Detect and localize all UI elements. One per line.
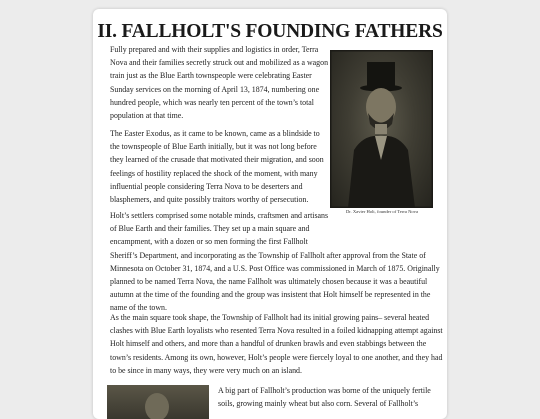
paragraph-line: clashes with Blue Earth loyalists who resented Terra Nova resulted in a foiled kidnapping attempt against [110, 326, 443, 336]
paragraph-line: town’s residents. Among its own, however, Holt’s people were fiercely loyal to one another, and they had [110, 352, 443, 362]
paragraph-line: of Blue Earth and their families. They set up a main square and [110, 224, 310, 234]
paragraph-line: A big part of Fallholt’s production was borne of the uniquely fertile [218, 386, 431, 395]
paragraph-line: influential people considering Terra Nova to be deserters and [110, 181, 303, 191]
article-title: II. FALLHOLT'S FOUNDING FATHERS [97, 21, 443, 42]
paragraph-line: autumn at the time of the founding and the group was insistent that Holt himself be represented in the [110, 290, 431, 300]
paragraph-line: Holt himself and others, and more than a handful of drunken brawls and even stabbings between the [110, 339, 427, 349]
second-photo [107, 385, 209, 419]
paragraph-line: encampment, with a dozen or so men forming the first Fallholt [110, 237, 308, 247]
paragraph-line: Sunday services on the morning of April 13, 1874, numbering one [110, 84, 320, 94]
paragraph-4 [110, 311, 443, 377]
paragraph-line: population at that time. [110, 111, 184, 121]
paragraph-line: Minnesota on October 31, 1874, and a U.S. Post Office was commissioned in March of 1875. Originally [110, 263, 440, 273]
paragraph-line: Sheriff’s Department, and incorporating as the Township of Fallholt after approval from the State of [110, 250, 426, 260]
paragraph-2 [110, 127, 324, 206]
paragraph-3 [110, 209, 440, 315]
holt-portrait-photo [330, 50, 433, 208]
paragraph-line: Nova and their families secretly struck out and mobilized as a wagon [110, 58, 329, 68]
portrait-figure [330, 50, 433, 208]
paragraph-5 [218, 384, 431, 410]
paragraph-line: feelings of hostility replaced the shock of the moment, with many [110, 168, 318, 178]
paragraph-line: Holt’s settlers comprised some notable minds, craftsmen and artisans [110, 211, 329, 220]
paragraph-line: blasphemers, and quite possibly traitors worthy of persecution. [110, 195, 309, 205]
paragraph-line: name of the town. [110, 303, 167, 313]
paragraph-line: the townspeople of Blue Earth initially, but it was not long before [110, 142, 317, 152]
paragraph-line: to be since in many ways, they were very much on an island. [110, 365, 302, 375]
article-card [93, 9, 447, 419]
paragraph-line: hundred people, which was nearly ten percent of the town’s total [110, 97, 314, 107]
paragraph-1 [110, 43, 328, 122]
paragraph-line: Fully prepared and with their supplies and logistics in order, Terra [110, 45, 319, 54]
portrait-caption: Dr. Xavier Holt, founder of Terra Nova [345, 209, 419, 214]
paragraph-line: train just as the Blue Earth townspeople were celebrating Easter [110, 71, 312, 81]
paragraph-line: As the main square took shape, the Township of Fallholt had its initial growing pains– several heated [110, 313, 430, 322]
paragraph-line: planned to be named Terra Nova, the name Fallholt was ultimately chosen because it was a beautiful [110, 277, 428, 287]
paragraph-line: The Easter Exodus, as it came to be known, came as a blindside to [110, 129, 320, 138]
second-photo-figure [107, 385, 209, 419]
paragraph-line: soils, growing mainly wheat but also corn. Several of Fallholt’s [218, 399, 419, 409]
paragraph-line: they learned of the crusade that motivated their migration, and soon [110, 155, 324, 165]
